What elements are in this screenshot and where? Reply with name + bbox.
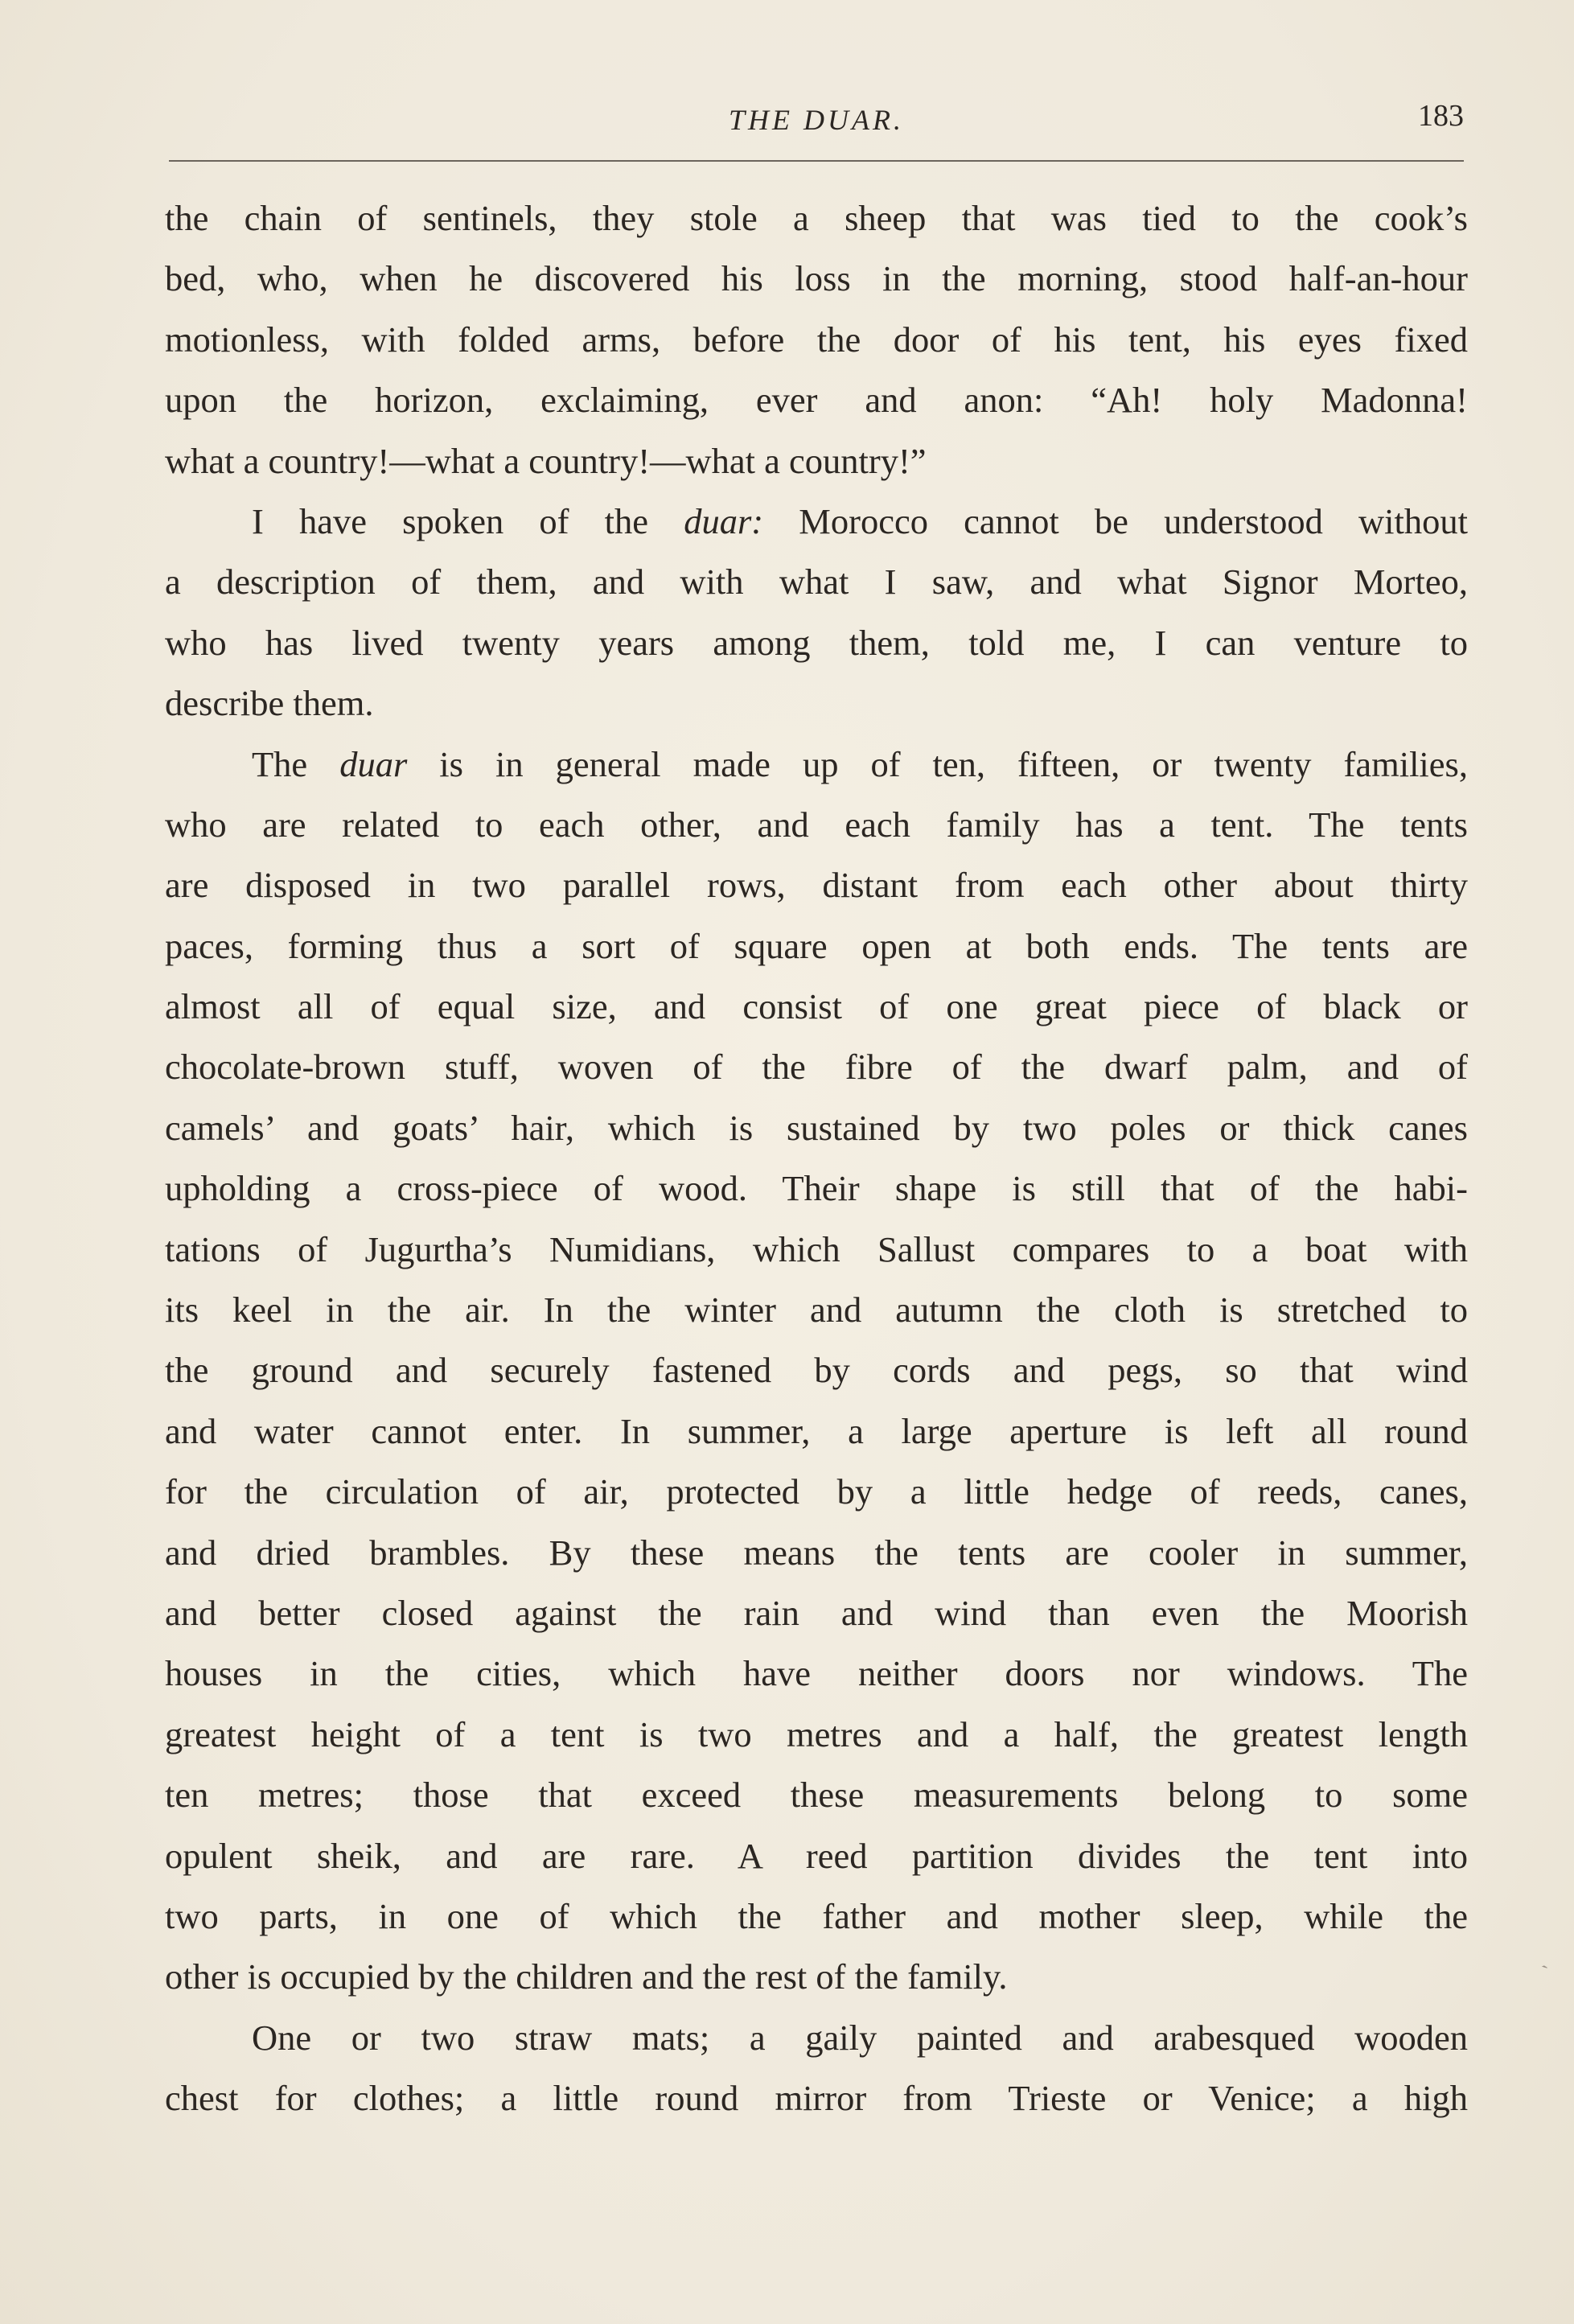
- text-line: houses in the cities, which have neither doors nor windows. The: [165, 1653, 1468, 1694]
- margin-pencil-mark: ˏ: [1533, 1944, 1550, 1971]
- text-line: paces, forming thus a sort of square open at both ends. The tents are: [165, 925, 1468, 966]
- text-line: who are related to each other, and each family has a tent. The tents: [165, 804, 1468, 845]
- text-line: and water cannot enter. In summer, a large aperture is left all round: [165, 1410, 1468, 1451]
- text-line: for the circulation of air, protected by a little hedge of reeds, canes,: [165, 1471, 1468, 1512]
- italic-term: duar: [339, 743, 408, 784]
- text-line: opulent sheik, and are rare. A reed partition divides the tent into: [165, 1835, 1468, 1876]
- text-line: the ground and securely fastened by cords and pegs, so that wind: [165, 1350, 1468, 1391]
- text-segment: Morocco cannot be understood without: [763, 500, 1468, 541]
- header-rule: [169, 160, 1464, 162]
- text-line: its keel in the air. In the winter and autumn the cloth is stretched to: [165, 1290, 1468, 1331]
- body-text: [165, 188, 1468, 2129]
- text-line: upon the horizon, exclaiming, ever and anon: “Ah! holy Madonna!: [165, 380, 1468, 421]
- text-line: chest for clothes; a little round mirror from Trieste or Venice; a high: [165, 2078, 1468, 2119]
- text-line: who has lived twenty years among them, told me, I can venture to: [165, 622, 1468, 663]
- text-line-paragraph-start: One or two straw mats; a gaily painted and arabesqued wooden: [252, 2017, 1468, 2058]
- text-line: and better closed against the rain and wind than even the Moorish: [165, 1592, 1468, 1633]
- text-line: tations of Jugurtha’s Numidians, which Sallust compares to a boat with: [165, 1228, 1468, 1269]
- text-line: greatest height of a tent is two metres and a half, the greatest length: [165, 1713, 1468, 1754]
- text-line-paragraph-start: [165, 734, 1468, 795]
- text-line: almost all of equal size, and consist of one great piece of black or: [165, 986, 1468, 1027]
- text-line: two parts, in one of which the father and mother sleep, while the: [165, 1895, 1468, 1936]
- text-line: chocolate-brown stuff, woven of the fibre of the dwarf palm, and of: [165, 1047, 1468, 1088]
- text-segment: is in general made up of ten, fifteen, or twenty families,: [407, 743, 1468, 784]
- text-line: describe them.: [165, 683, 374, 724]
- running-head: [169, 99, 1464, 151]
- text-segment: The: [252, 743, 340, 784]
- text-line: other is occupied by the children and the rest of the family.: [165, 1956, 1008, 1997]
- italic-term: duar:: [684, 500, 764, 541]
- text-line: ten metres; those that exceed these measurements belong to some: [165, 1775, 1468, 1816]
- text-line: upholding a cross-piece of wood. Their shape is still that of the habi-: [165, 1168, 1468, 1209]
- page-number: 183: [1418, 99, 1464, 133]
- text-line-paragraph-start: [165, 492, 1468, 552]
- text-line: bed, who, when he discovered his loss in the morning, stood half-an-hour: [165, 258, 1468, 299]
- text-line: motionless, with folded arms, before the door of his tent, his eyes fixed: [165, 319, 1468, 360]
- running-title: THE DUAR.: [729, 104, 904, 136]
- text-line: and dried brambles. By these means the tents are cooler in summer,: [165, 1532, 1468, 1573]
- text-line: camels’ and goats’ hair, which is sustained by two poles or thick canes: [165, 1107, 1468, 1148]
- text-line: are disposed in two parallel rows, distant from each other about thirty: [165, 865, 1468, 906]
- text-line: the chain of sentinels, they stole a sheep that was tied to the cook’s: [165, 198, 1468, 238]
- text-line: a description of them, and with what I saw, and what Signor Morteo,: [165, 561, 1468, 603]
- text-line: what a country!—what a country!—what a country!”: [165, 440, 927, 481]
- text-segment: I have spoken of the: [252, 500, 684, 541]
